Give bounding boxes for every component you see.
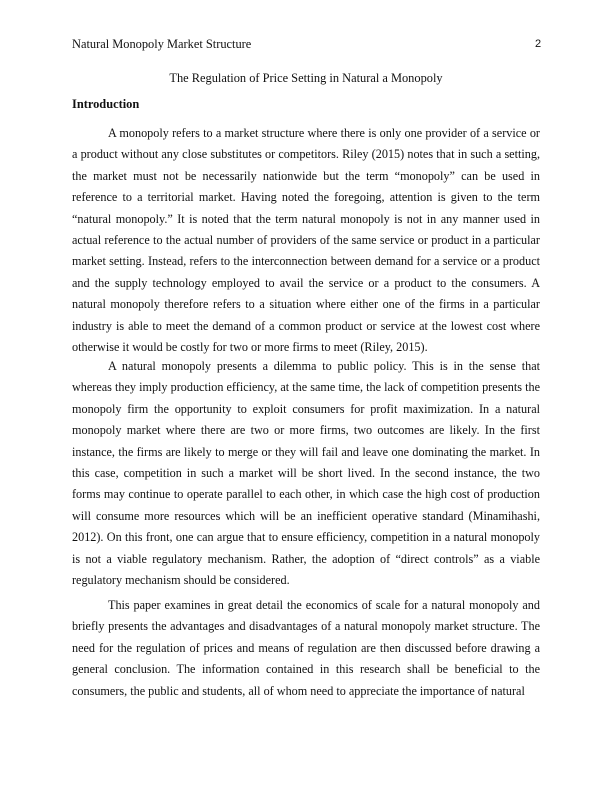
document-title: The Regulation of Price Setting in Natural a Monopoly bbox=[169, 71, 443, 85]
section-heading-introduction: Introduction bbox=[72, 97, 140, 111]
running-header: Natural Monopoly Market Structure bbox=[72, 37, 252, 51]
paragraph-2: A natural monopoly presents a dilemma to public policy. This is in the sense that whereas they imply production efficiency, at the same time, the lack of competition presents the monopoly firm the opportunity to exploit consumers for profit maximization. In a natural monopoly market where there are two or more firms, two outcomes are likely. In the first instance, the firms are likely to merge or they will fail and leave one dominating the market. In this case, competition in such a market will be short lived. In the second instance, the two forms may continue to operate parallel to each other, in which case the high cost of production will consume more resources which will be an inefficient operative standard (Minamihashi, 2012). On this front, one can argue that to ensure efficiency, competition in a natural monopoly is not a viable regulatory mechanism. Rather, the adoption of “direct controls” as a viable regulatory mechanism should be considered. bbox=[72, 359, 540, 588]
paragraph-3: This paper examines in great detail the economics of scale for a natural monopoly and briefly presents the advantages and disadvantages of a natural monopoly market structure. The need for the regulation of prices and means of regulation are then discussed before drawing a general conclusion. The information contained in this research shall be beneficial to the consumers, the public and students, all of whom need to appreciate the importance of natural bbox=[72, 598, 540, 698]
page-number: 2 bbox=[535, 38, 542, 50]
paragraph-1: A monopoly refers to a market structure where there is only one provider of a service or a product without any close substitutes or competitors. Riley (2015) notes that in such a setting, the market must not be necessarily nationwide but the term “monopoly” can be used in reference to a territorial market. Having noted the foregoing, attention is given to the term “natural monopoly.” It is noted that the term natural monopoly is not in any manner used in actual reference to the actual number of providers of the same service or product in a particular market setting. Instead, refers to the interconnection between demand for a service or a product and the supply technology employed to avail the service or a product to the consumers. A natural monopoly therefore refers to a situation where either one of the firms in a particular industry is able to meet the demand of a common product or service at the lowest cost where otherwise it would be costly for two or more firms to meet (Riley, 2015). bbox=[72, 126, 540, 355]
